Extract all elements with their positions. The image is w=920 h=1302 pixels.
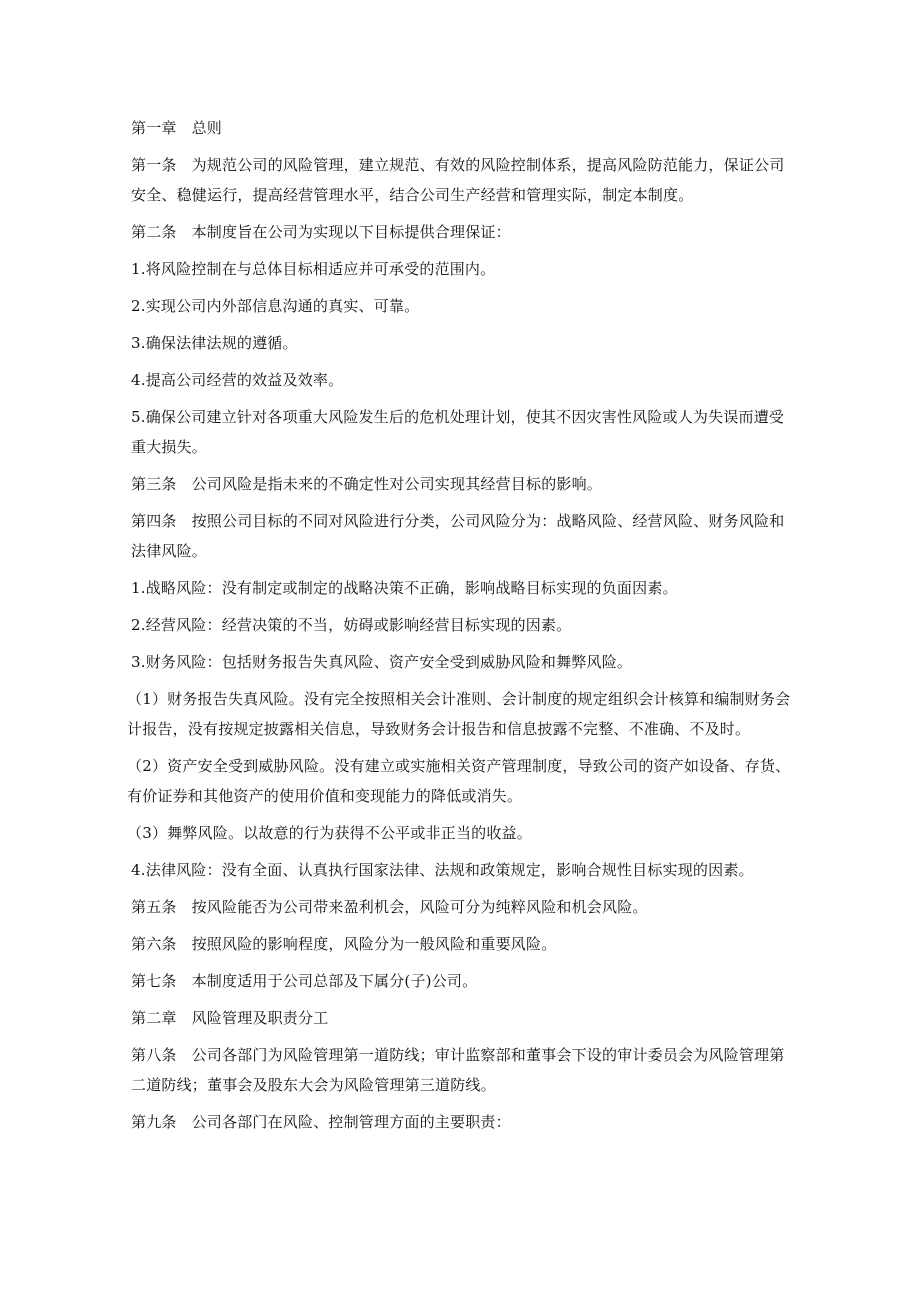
article-text: 公司各部门为风险管理第一道防线；审计监察部和董事会下设的审计委员会为风险管理第二道防线；董事会及股东大会为风险管理第三道防线。 [131, 1046, 785, 1094]
list-item: 1.将风险控制在与总体目标相适应并可承受的范围内。 [131, 260, 496, 278]
article-text: 按照风险的影响程度，风险分为一般风险和重要风险。 [191, 935, 557, 953]
article-paragraph [131, 217, 793, 247]
article-paragraph [131, 892, 793, 922]
list-item: 2.实现公司内外部信息沟通的真实、可靠。 [131, 297, 420, 315]
list-item: 4.提高公司经营的效益及效率。 [131, 371, 344, 389]
chapter-title: 风险管理及职责分工 [191, 1009, 329, 1027]
document-body [127, 113, 793, 1144]
article-text: 为规范公司的风险管理，建立规范、有效的风险控制体系，提高风险防范能力，保证公司安全、稳健运行，提高经营管理水平，结合公司生产经营和管理实际，制定本制度。 [131, 156, 785, 204]
article-text: 按风险能否为公司带来盈利机会，风险可分为纯粹风险和机会风险。 [191, 898, 648, 916]
article-text: 本制度旨在公司为实现以下目标提供合理保证： [191, 223, 511, 241]
list-item: 4.法律风险：没有全面、认真执行国家法律、法规和政策规定，影响合规性目标实现的因素。 [131, 861, 754, 879]
article-label: 第二条 [131, 223, 177, 241]
article-paragraph [131, 1107, 793, 1137]
list-item: 1.战略风险：没有制定或制定的战略决策不正确，影响战略目标实现的负面因素。 [131, 579, 678, 597]
chapter-heading [131, 1003, 793, 1033]
article-paragraph [131, 929, 793, 959]
article-text: 公司风险是指未来的不确定性对公司实现其经营目标的影响。 [191, 475, 603, 493]
chapter-title: 总则 [191, 119, 223, 137]
article-text: 按照公司目标的不同对风险进行分类，公司风险分为：战略风险、经营风险、财务风险和法律风险。 [131, 512, 785, 560]
article-label: 第六条 [131, 935, 177, 953]
article-label: 第三条 [131, 475, 177, 493]
sub-list-item: （2）资产安全受到威胁风险。没有建立或实施相关资产管理制度，导致公司的资产如设备、存货、有价证券和其他资产的使用价值和变现能力的降低或消失。 [127, 757, 791, 805]
list-item: 3.确保法律法规的遵循。 [131, 334, 298, 352]
list-item: 2.经营风险：经营决策的不当，妨碍或影响经营目标实现的因素。 [131, 616, 572, 634]
article-label: 第七条 [131, 972, 177, 990]
list-item: 5.确保公司建立针对各项重大风险发生后的危机处理计划，使其不因灾害性风险或人为失误而遭受重大损失。 [131, 408, 785, 456]
article-label: 第九条 [131, 1113, 177, 1131]
article-label: 第四条 [131, 512, 177, 530]
chapter-label: 第二章 [131, 1009, 177, 1027]
chapter-label: 第一章 [131, 119, 177, 137]
chapter-heading [131, 113, 793, 143]
article-text: 本制度适用于公司总部及下属分(子)公司。 [191, 972, 478, 990]
article-paragraph [131, 469, 793, 499]
article-paragraph [131, 1040, 793, 1100]
sub-list-item: （3）舞弊风险。以故意的行为获得不公平或非正当的收益。 [127, 824, 532, 842]
article-label: 第五条 [131, 898, 177, 916]
article-label: 第一条 [131, 156, 177, 174]
article-label: 第八条 [131, 1046, 177, 1064]
sub-list-item: （1）财务报告失真风险。没有完全按照相关会计准则、会计制度的规定组织会计核算和编制财务会计报告，没有按规定披露相关信息，导致财务会计报告和信息披露不完整、不准确、不及时。 [127, 690, 791, 738]
article-paragraph [131, 966, 793, 996]
list-item: 3.财务风险：包括财务报告失真风险、资产安全受到威胁风险和舞弊风险。 [131, 653, 633, 671]
article-paragraph [131, 150, 793, 210]
article-paragraph [131, 506, 793, 566]
article-text: 公司各部门在风险、控制管理方面的主要职责： [191, 1113, 511, 1131]
